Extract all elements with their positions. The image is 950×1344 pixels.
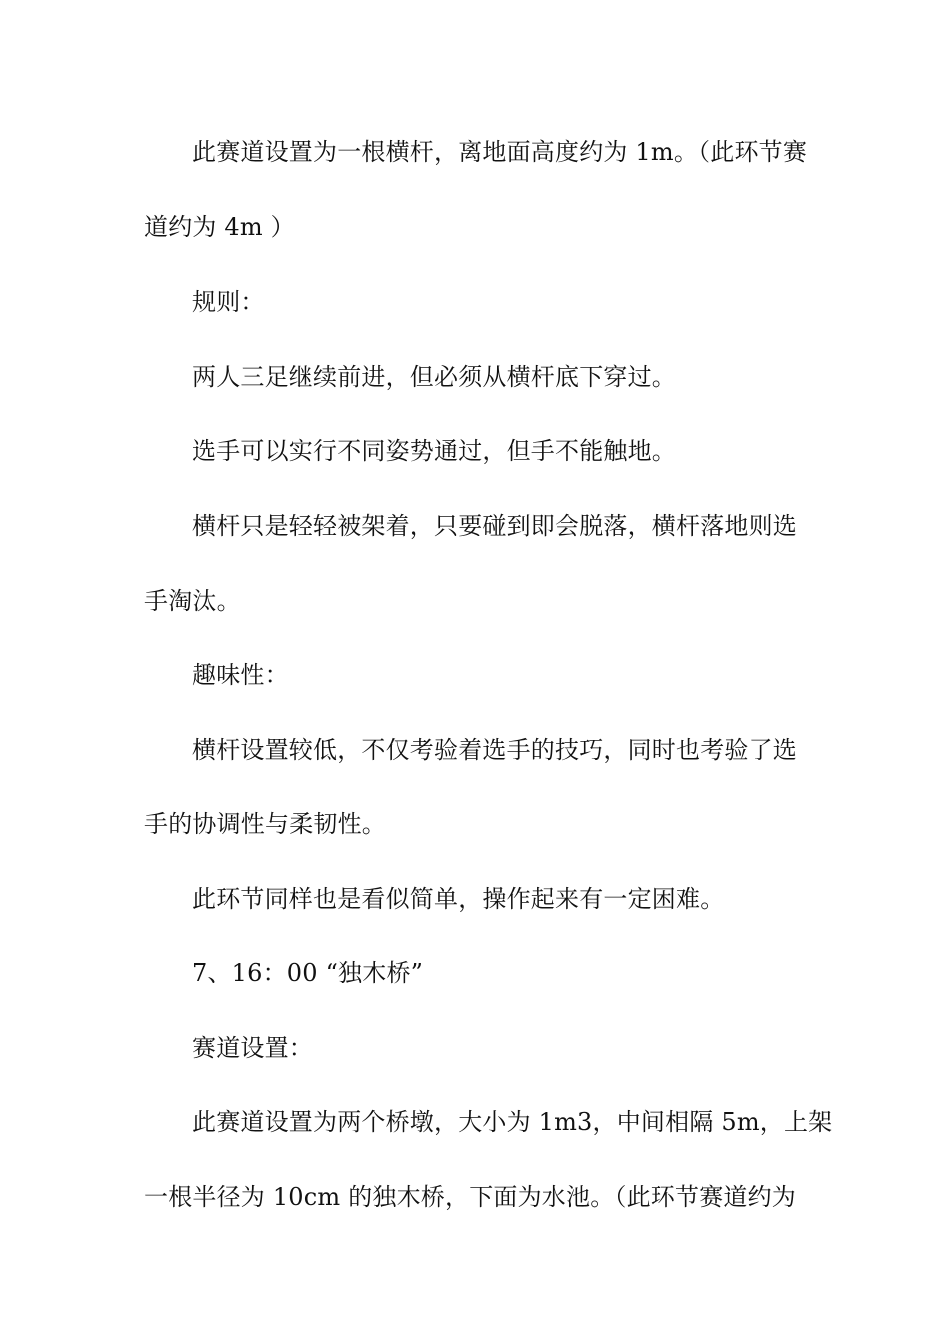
paragraph-line: 道约为 4m ） [144, 213, 295, 241]
paragraph-line: 一根半径为 10cm 的独木桥，下面为水池。（此环节赛道约为 [144, 1183, 796, 1211]
paragraph-line: 此赛道设置为一根横杆，离地面高度约为 1m。（此环节赛 [192, 138, 808, 166]
paragraph-line: 此赛道设置为两个桥墩，大小为 1m3，中间相隔 5m，上架 [192, 1108, 833, 1136]
paragraph-line: 手淘汰。 [144, 587, 241, 615]
paragraph-line: 横杆只是轻轻被架着，只要碰到即会脱落，横杆落地则选 [192, 512, 797, 540]
section-heading: 赛道设置： [192, 1034, 313, 1062]
paragraph-line: 手的协调性与柔韧性。 [144, 810, 386, 838]
paragraph-line: 此环节同样也是看似简单，操作起来有一定困难。 [192, 885, 725, 913]
paragraph-line: 两人三足继续前进，但必须从横杆底下穿过。 [192, 363, 676, 391]
item-heading: 7、16：00 “独木桥” [192, 959, 424, 987]
paragraph-line: 选手可以实行不同姿势通过，但手不能触地。 [192, 437, 676, 465]
section-heading: 规则： [192, 288, 265, 316]
paragraph-line: 横杆设置较低，不仅考验着选手的技巧，同时也考验了选 [192, 736, 797, 764]
section-heading: 趣味性： [192, 661, 289, 689]
